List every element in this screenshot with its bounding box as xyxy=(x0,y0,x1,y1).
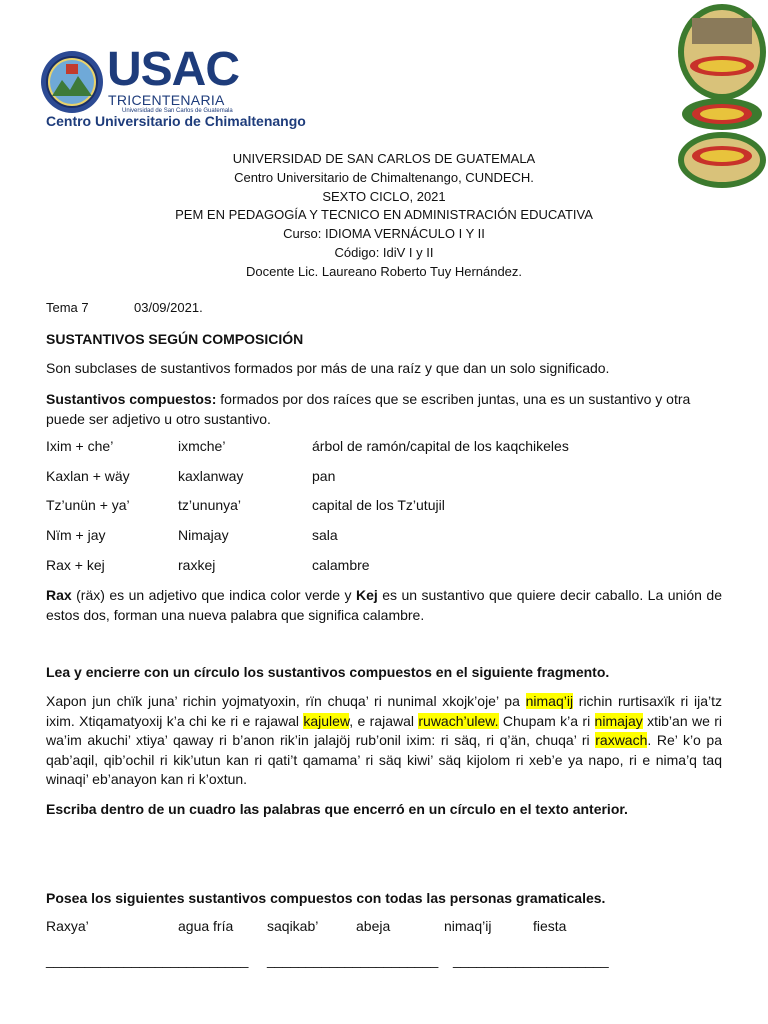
example-meaning: pan xyxy=(312,468,336,484)
example-roots: Tz’unün + ya’ xyxy=(46,497,130,513)
example-meaning: calambre xyxy=(312,557,370,573)
compuestos-paragraph xyxy=(46,389,722,429)
tema-label: Tema 7 xyxy=(46,300,89,315)
highlighted-word: raxwach xyxy=(595,732,648,748)
instruction-lea: Lea y encierre con un círculo los sustantivos compuestos en el siguiente fragmento. xyxy=(46,664,610,680)
example-word: kaxlanway xyxy=(178,468,244,484)
example-roots: Nïm + jay xyxy=(46,527,106,543)
example-roots: Rax + kej xyxy=(46,557,105,573)
vocab-meaning: agua fría xyxy=(178,918,234,934)
example-meaning: capital de los Tz’utujil xyxy=(312,497,445,513)
header-ciclo: SEXTO CICLO, 2021 xyxy=(322,188,446,204)
section-title-composicion: SUSTANTIVOS SEGÚN COMPOSICIÓN xyxy=(46,331,304,347)
instruction-posea: Posea los siguientes sustantivos compuestos con todas las personas gramaticales. xyxy=(46,890,606,906)
header-centro: Centro Universitario de Chimaltenango, CUNDECH. xyxy=(234,169,534,185)
tema-line xyxy=(46,300,203,315)
header-university: UNIVERSIDAD DE SAN CARLOS DE GUATEMALA xyxy=(232,151,536,166)
instruction-escriba: Escriba dentro de un cuadro las palabras que encerró en un círculo en el texto anterior. xyxy=(46,801,628,817)
header-curso: Curso: IDIOMA VERNÁCULO I Y II xyxy=(283,226,485,242)
example-word: raxkej xyxy=(178,557,216,573)
highlighted-word: nimaq’ij xyxy=(525,693,574,709)
usac-logo-text: USAC xyxy=(107,43,240,96)
fragment-text: Chupam k’a ri xyxy=(498,712,595,729)
highlighted-word: nimajay xyxy=(594,712,643,729)
cundech-badges-logo xyxy=(676,2,768,192)
example-meaning: sala xyxy=(312,527,338,543)
fragment-text: xtib’an we ri wa’im akuchi’ xtiya’ qaway ri b’anon rik’in jalajöj rub’onil ixim: ri säq, ri q’än, chuqa’ ri xyxy=(46,712,722,748)
example-meaning: árbol de ramón/capital de los kaqchikeles xyxy=(312,438,569,454)
example-row xyxy=(46,497,726,517)
example-word: Nimajay xyxy=(178,527,229,543)
answer-line[interactable]: __________________________ xyxy=(46,952,249,968)
header-carrera: PEM EN PEDAGOGÍA Y TECNICO EN ADMINISTRACIÓN EDUCATIVA xyxy=(175,207,593,223)
document-header xyxy=(150,150,618,282)
example-word: ixmche’ xyxy=(178,438,226,454)
centro-universitario-name: Centro Universitario de Chimaltenango xyxy=(46,113,306,129)
kej-term: Kej xyxy=(355,587,378,603)
example-word: tz’ununya’ xyxy=(178,497,242,513)
example-roots: Kaxlan + wäy xyxy=(46,468,130,484)
explanation-text-1: (räx) es un adjetivo que indica color verde y xyxy=(71,587,356,603)
example-row xyxy=(46,557,726,577)
fragment-text: , e rajawal xyxy=(349,712,419,729)
kaqchikel-fragment xyxy=(46,692,722,790)
fragment-text: . Re’ k’o pa qab’aqil, qib’ochil ri kik’utun kan ri qati’t qamama’ ri säq kiwi’ säq kijolom ri xeb’e ya napo, ri e nima’q taq winaqi’ eb’anayon kan ri k’oxtun. xyxy=(46,732,722,787)
compuestos-text: formados por dos raíces que se escriben juntas, una es un sustantivo y otra puede ser adjetivo u otro sustantivo. xyxy=(46,391,691,427)
highlighted-word: kajulew xyxy=(303,712,350,729)
tricentenaria-text: TRICENTENARIA xyxy=(108,92,225,108)
explanation-paragraph xyxy=(46,585,722,625)
fragment-text: richin rurtisaxïk ri ija’tz ixim. Xtiqamatyoxij k’a chi ke ri e rajawal xyxy=(46,693,722,729)
answer-lines xyxy=(46,952,726,972)
tema-date: 03/09/2021. xyxy=(134,300,203,315)
rax-term: Rax xyxy=(46,587,72,603)
highlighted-word: ruwach’ulew. xyxy=(418,712,499,729)
compuestos-label: Sustantivos compuestos: xyxy=(46,391,217,407)
example-row xyxy=(46,438,726,458)
vocab-meaning: fiesta xyxy=(533,918,567,934)
example-row xyxy=(46,468,726,488)
intro-paragraph: Son subclases de sustantivos formados por más de una raíz y que dan un solo significado. xyxy=(46,360,610,376)
vocab-meaning: abeja xyxy=(356,918,391,934)
header-codigo: Código: IdiV I y II xyxy=(334,244,434,260)
vocab-word: saqikab’ xyxy=(267,918,319,934)
vocab-word: nimaq’ij xyxy=(444,918,492,934)
answer-line[interactable]: ____________________ xyxy=(453,952,609,968)
explanation-text-2: es un sustantivo que quiere decir caballo. La unión de estos dos, forman una nueva palabra que significa calambre. xyxy=(46,587,722,623)
example-roots: Ixim + che’ xyxy=(46,438,114,454)
vocab-row xyxy=(46,918,726,938)
header-docente: Docente Lic. Laureano Roberto Tuy Hernández. xyxy=(245,263,523,279)
answer-line[interactable]: ______________________ xyxy=(267,952,439,968)
fragment-text: Xapon jun chïk juna’ richin yojmatyoxin, rïn chuqa’ ri nunimal xkojk’oje’ pa xyxy=(46,693,526,709)
logo-subtitle: Universidad de San Carlos de Guatemala xyxy=(122,108,233,114)
usac-seal-logo xyxy=(40,50,104,114)
vocab-word: Raxya’ xyxy=(46,918,89,934)
example-row xyxy=(46,527,726,547)
